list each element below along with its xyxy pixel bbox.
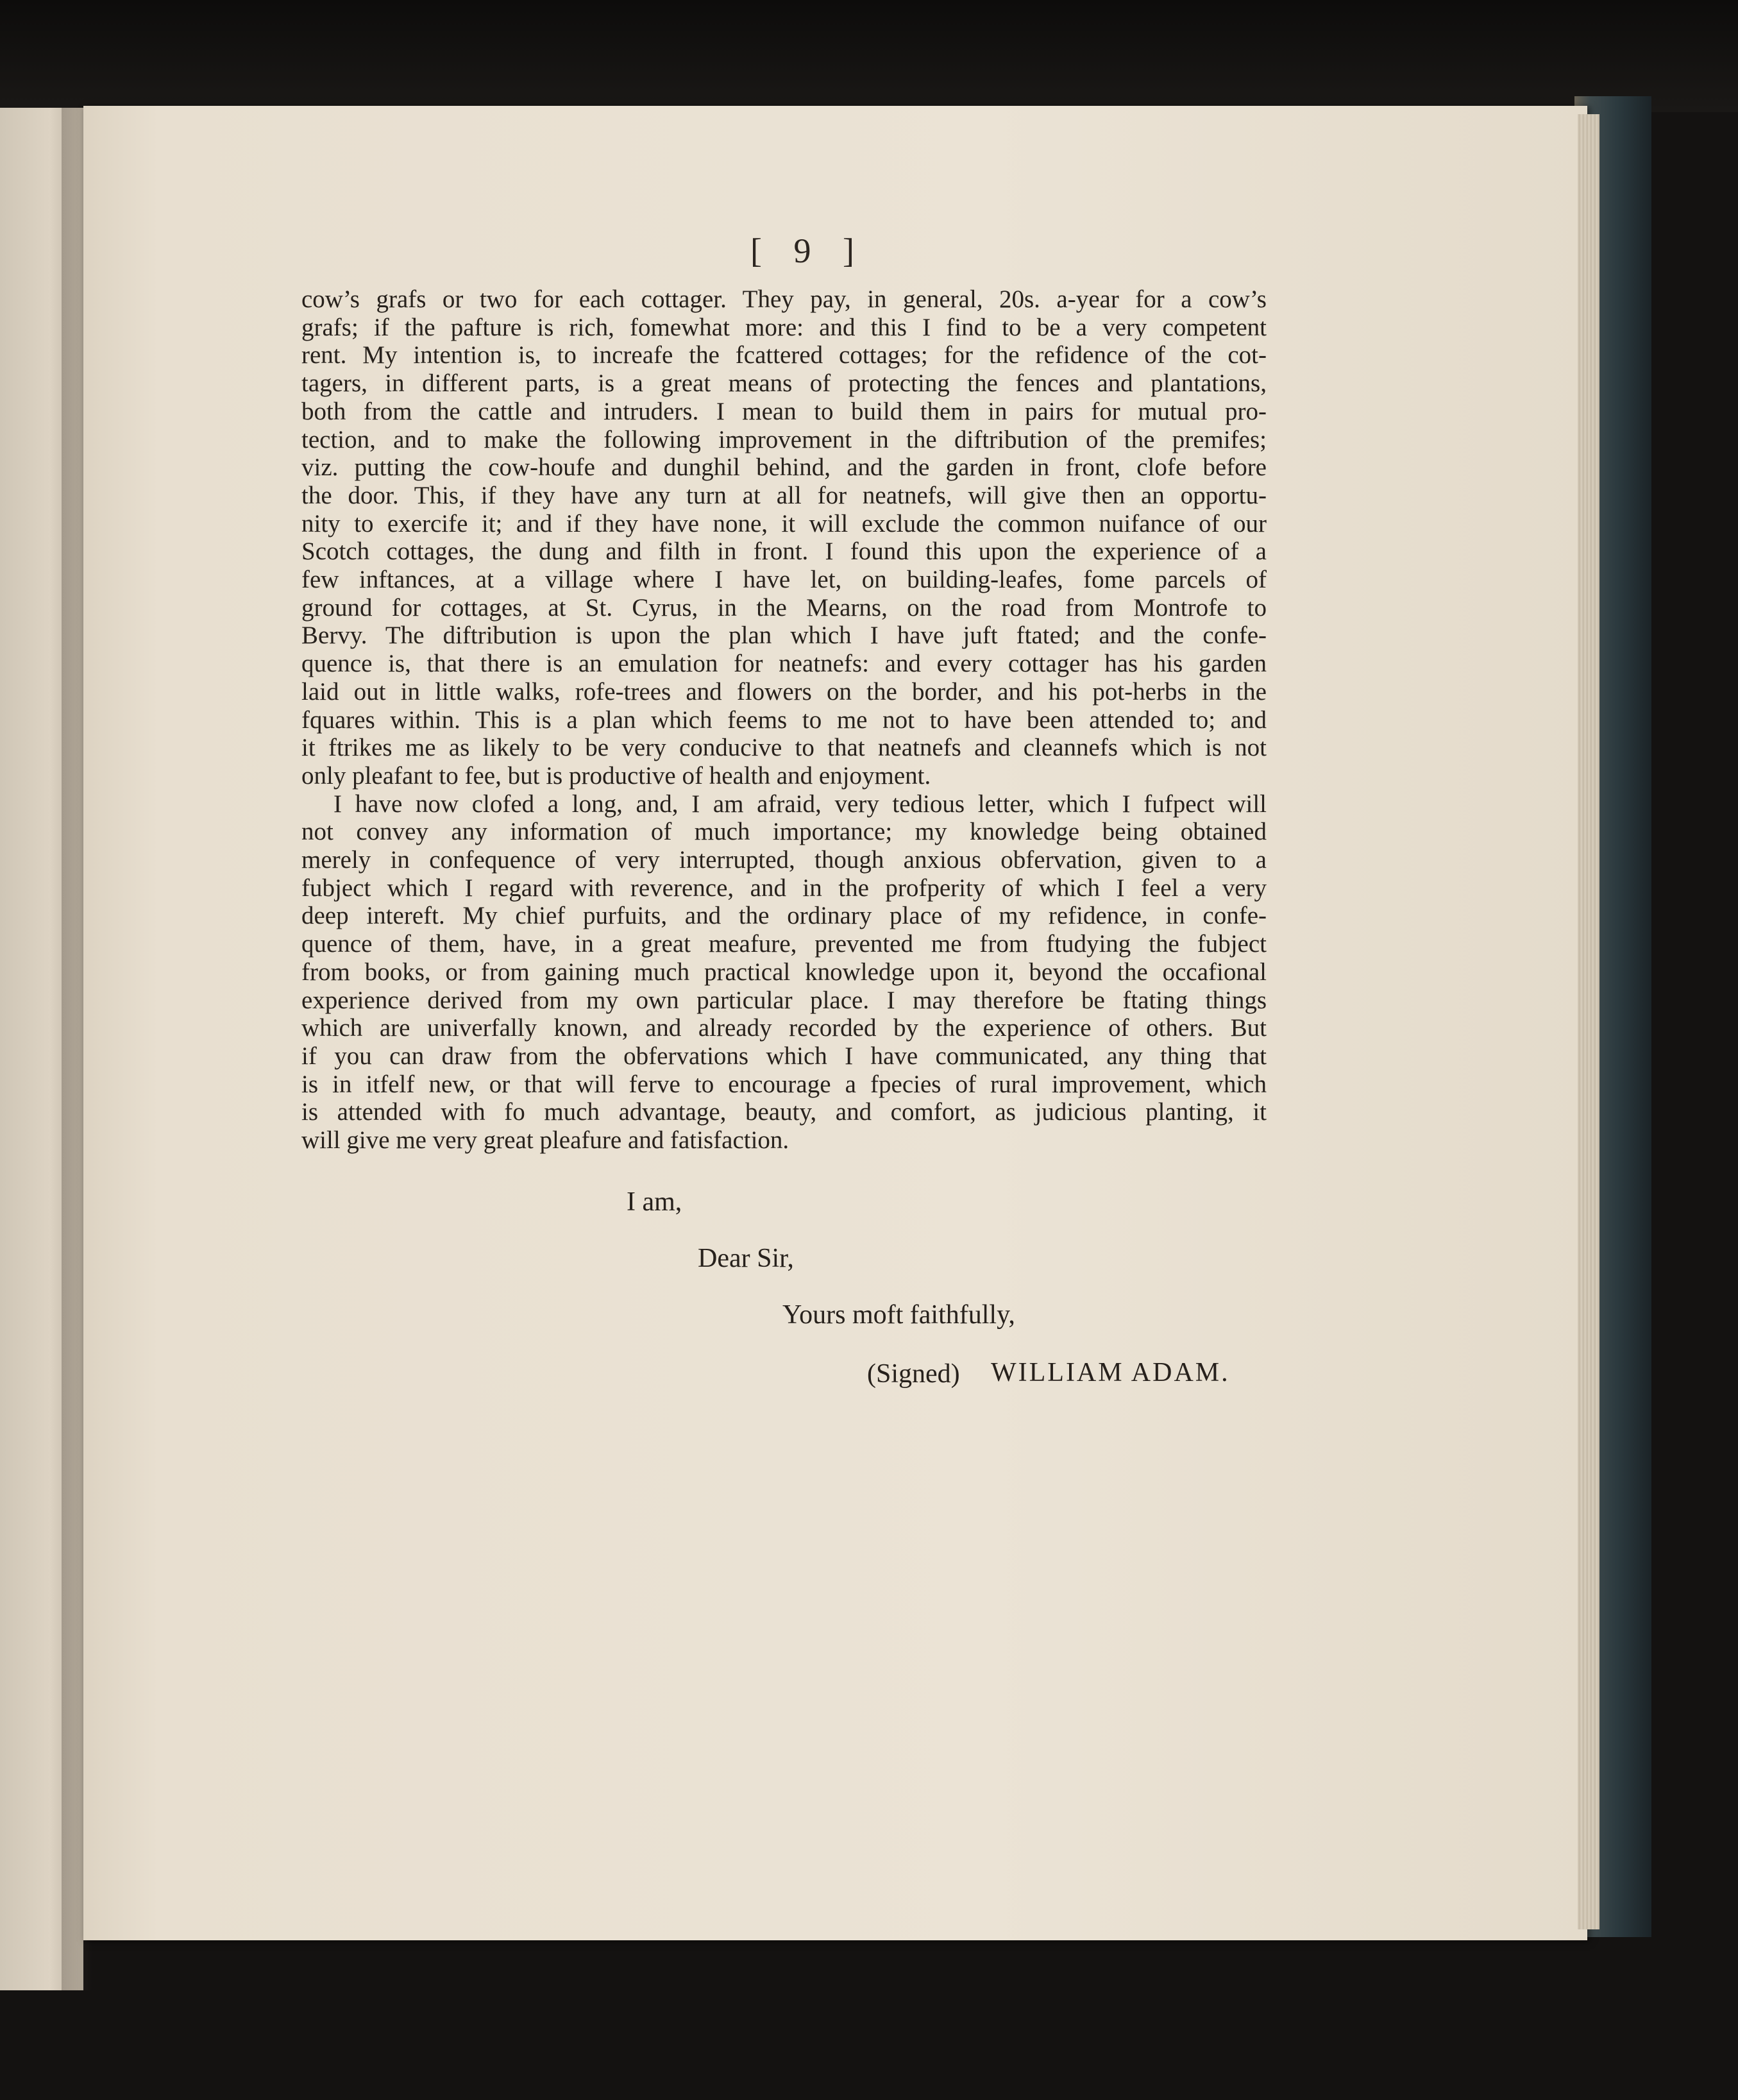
text-line: which are univerfally known, and already recorded by the experience of others. But xyxy=(301,1014,1267,1042)
text-line: nity to exercife it; and if they have none, it will exclude the common nuifance of our xyxy=(301,509,1267,538)
signed-label: (Signed) xyxy=(867,1359,960,1389)
text-line: Bervy. The diftribution is upon the plan which I have juft ftated; and the confe- xyxy=(301,622,1267,650)
text-line: Scotch cottages, the dung and filth in front. I found this upon the experience of a xyxy=(301,538,1267,566)
text-line: from books, or from gaining much practical knowledge upon it, beyond the occafional xyxy=(301,958,1267,986)
text-line: both from the cattle and intruders. I mean to build them in pairs for mutual pro- xyxy=(301,397,1267,425)
closing-valediction: Yours moft faithfully, xyxy=(782,1300,1015,1330)
text-line: is in itfelf new, or that will ferve to encourage a fpecies of rural improvement, which xyxy=(301,1070,1267,1098)
page-stack-edge xyxy=(1578,114,1599,1929)
text-line: quence is, that there is an emulation for neatnefs: and every cottager has his garden xyxy=(301,650,1267,678)
closing-salutation: Dear Sir, xyxy=(698,1244,794,1273)
text-line: experience derived from my own particular place. I may therefore be ftating things xyxy=(301,986,1267,1014)
text-line: the door. This, if they have any turn at all for neatnefs, will give then an opportu- xyxy=(301,481,1267,509)
text-line: quence of them, have, in a great meafure, prevented me from ftudying the fubject xyxy=(301,930,1267,958)
letter-body xyxy=(301,285,1267,1155)
text-line: only pleafant to fee, but is productive of health and enjoyment. xyxy=(301,761,931,790)
text-line: is attended with fo much advantage, beauty, and comfort, as judicious planting, it xyxy=(301,1098,1267,1126)
text-line: not convey any information of much importance; my knowledge being obtained xyxy=(301,818,1267,846)
text-line: rent. My intention is, to increafe the fcattered cottages; for the refidence of the cot- xyxy=(301,341,1267,369)
text-line: viz. putting the cow-houfe and dunghil behind, and the garden in front, clofe before xyxy=(301,453,1267,482)
text-line: laid out in little walks, rofe-trees and flowers on the border, and his pot-herbs in the xyxy=(301,677,1267,706)
text-line: cow’s grafs or two for each cottager. They pay, in general, 20s. a-year for a cow’s xyxy=(301,285,1267,313)
text-line: fubject which I regard with reverence, and in the profperity of which I feel a very xyxy=(301,874,1267,902)
text-line: tagers, in different parts, is a great means of protecting the fences and plantations, xyxy=(301,369,1267,398)
text-line: ground for cottages, at St. Cyrus, in the Mearns, on the road from Montrofe to xyxy=(301,593,1267,622)
closing-i-am: I am, xyxy=(627,1187,682,1217)
text-line: tection, and to make the following improvement in the diftribution of the premifes; xyxy=(301,425,1267,453)
paragraph-2 xyxy=(301,790,1267,1155)
text-line: if you can draw from the obfervations which I have communicated, any thing that xyxy=(301,1042,1267,1070)
text-line: grafs; if the pafture is rich, fomewhat more: and this I find to be a very competent xyxy=(301,313,1267,341)
signatory-name: WILLIAM ADAM. xyxy=(991,1358,1230,1387)
text-line: merely in confequence of very interrupted, though anxious obfervation, given to a xyxy=(301,846,1267,874)
text-line: deep intereft. My chief purfuits, and the ordinary place of my refidence, in confe- xyxy=(301,902,1267,930)
paragraph-1 xyxy=(301,285,1267,790)
text-line: I have now clofed a long, and, I am afraid, very tedious letter, which I fufpect will xyxy=(333,790,1267,818)
text-line: will give me very great pleafure and fatisfaction. xyxy=(301,1126,789,1155)
text-line: few inftances, at a village where I have let, on building-leafes, fome parcels of xyxy=(301,566,1267,594)
background-shadow xyxy=(0,0,1738,112)
page-number: [ 9 ] xyxy=(750,232,866,270)
text-line: fquares within. This is a plan which feems to me not to have been attended to; and xyxy=(301,706,1267,734)
text-line: it ftrikes me as likely to be very conducive to that neatnefs and cleannefs which is not xyxy=(301,734,1267,762)
